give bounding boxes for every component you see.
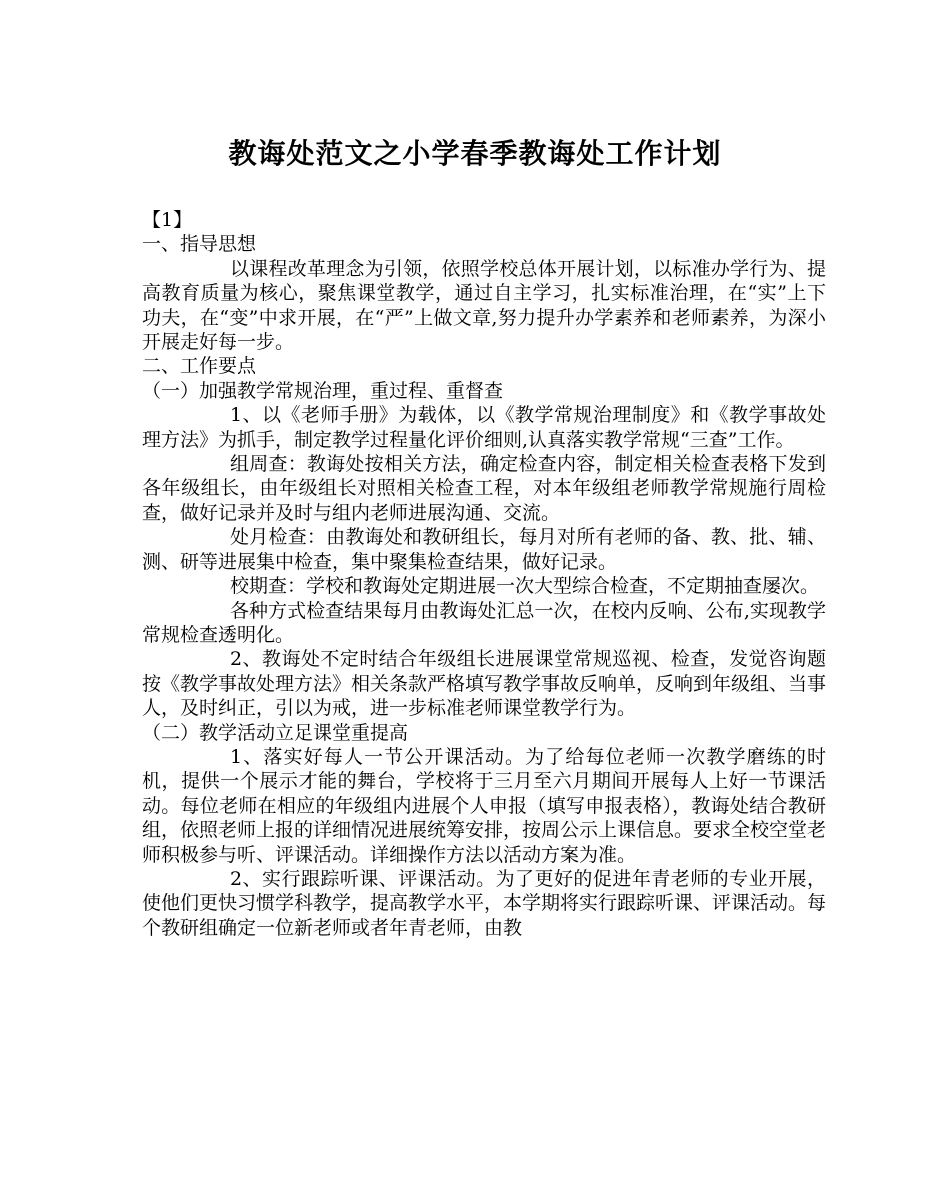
subsection1-paragraph-4: 校期查：学校和教诲处定期进展一次大型综合检查，不定期抽查屡次。 bbox=[230, 575, 820, 598]
section2-heading: 二、工作要点 bbox=[142, 355, 257, 378]
subsection1-paragraph-1: 1、以《老师手册》为载体，以《教学常规治理制度》和《教学事故处理方法》为抓手，制定教学过程量化评价细则,认真落实教学常规“三查”工作。 bbox=[142, 404, 826, 451]
subsection2-paragraph-1: 1、落实好每人一节公开课活动。为了给每位老师一次教学磨练的时机，提供一个展示才能的舞台，学校将于三月至六月期间开展每人上好一节课活动。每位老师在相应的年级组内进展个人申报（填写申报表格），教诲处结合教研组，依照老师上报的详细情况进展统筹安排，按周公示上课信息。要求全校空堂老师积极参与听、评课活动。详细操作方法以活动方案为准。 bbox=[142, 745, 827, 866]
subsection1-paragraph-6: 2、教诲处不定时结合年级组长进展课堂常规巡视、检查，发觉咨询题按《教学事故处理方法》相关条款严格填写教学事故反响单，反响到年级组、当事人，及时纠正，引以为戒，进一步标准老师课堂教学行为。 bbox=[142, 648, 827, 720]
section1-heading: 一、指导思想 bbox=[142, 233, 257, 256]
subsection1-paragraph-2: 组周查：教诲处按相关方法，确定检查内容，制定相关检查表格下发到各年级组长，由年级组长对照相关检查工程，对本年级组老师教学常规施行周检查，做好记录并及时与组内老师进展沟通、交流。 bbox=[142, 453, 826, 524]
document-title: 教诲处范文之小学春季教诲处工作计划 bbox=[228, 137, 722, 170]
subsection2-paragraph-2: 2、实行跟踪听课、评课活动。为了更好的促进年青老师的专业开展，使他们更快习惯学科教学，提高教学水平，本学期将实行跟踪听课、评课活动。每个教研组确定一位新老师或者年青老师，由教 bbox=[142, 867, 827, 939]
section1-paragraph: 以课程改革理念为引领，依照学校总体开展计划，以标准办学行为、提高教育质量为核心，聚焦课堂教学，通过自主学习，扎实标准治理，在“实”上下功夫，在“变”中求开展，在“严”上做文章,努力提升办学素养和老师素养，为深小开展走好每一步。 bbox=[142, 257, 826, 354]
section-marker: 【1】 bbox=[142, 209, 193, 231]
subsection1-paragraph-5: 各种方式检查结果每月由教诲处汇总一次，在校内反响、公布,实现教学常规检查透明化。 bbox=[142, 599, 826, 646]
document-body bbox=[142, 208, 826, 940]
subsection2-heading: （二）教学活动立足课堂重提高 bbox=[142, 721, 409, 744]
subsection1-heading: （一）加强教学常规治理，重过程、重督查 bbox=[142, 379, 504, 402]
subsection1-paragraph-3: 处月检查：由教诲处和教研组长，每月对所有老师的备、教、批、辅、测、研等进展集中检查，集中聚集检查结果，做好记录。 bbox=[142, 526, 826, 573]
